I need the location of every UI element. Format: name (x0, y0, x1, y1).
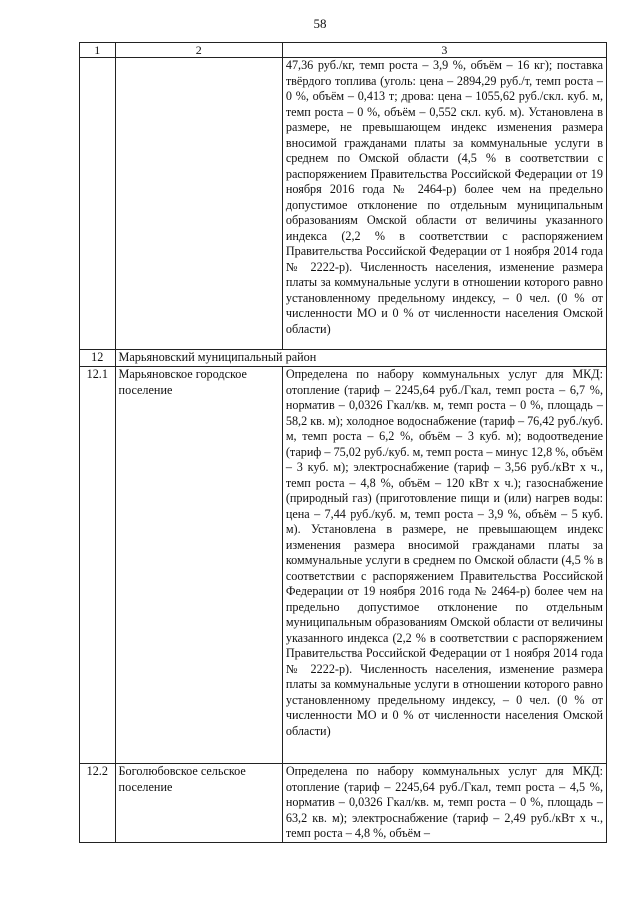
table-header-row (80, 43, 607, 58)
settlement-name: Марьяновское городское поселение (115, 367, 282, 764)
header-col-1: 1 (80, 43, 116, 58)
row-name-cell (115, 58, 282, 350)
settlement-name: Боголюбовское сельское поселение (115, 764, 282, 843)
header-col-3: 3 (282, 43, 606, 58)
row-number: 12.1 (80, 367, 116, 764)
page-number: 58 (313, 16, 327, 31)
settlement-description: Определена по набору коммунальных услуг для МКД: отопление (тариф – 2245,64 руб./Гкал, темп роста – 4,5 %, норматив – 0,0326 Гкал/кв. м, темп роста – 0 %, площадь – 63,2 кв. м); электроснабжение (тариф – 2,49 руб./кВт х ч., темп роста – 4,8 %, объём – (282, 764, 606, 843)
district-name: Марьяновский муниципальный район (115, 350, 606, 367)
header-col-2: 2 (115, 43, 282, 58)
tariff-table (79, 42, 607, 843)
table-row (80, 764, 607, 843)
row-text-cell: 47,36 руб./кг, темп роста – 3,9 %, объём – 16 кг); поставка твёрдого топлива (уголь: цена – 2894,29 руб./т, темп роста – 0 %, объём – 0,413 т; дрова: цена – 1055,62 руб./скл. куб. м, темп роста – 0 %, объём – 0,552 скл. куб. м). Установлена в размере, не превышающем индекс изменения размера вносимой гражданами платы за коммунальные услуги в среднем по Омской области (4,5 % в соответствии с распоряжением Правительства Российской Федерации от 19 ноября 2016 года № 2464-р) более чем на предельно допустимое отклонение по отдельным муниципальным образованиям Омской области от величины указанного индекса (2,2 % в соответствии с распоряжением Правительства Российской Федерации от 1 ноября 2014 года № 2222-р). Численность населения, изменение размера платы за коммунальные услуги в отношении которого равно установленному предельному индексу, – 0 чел. (0 % от численности МО и 0 % от численности населения Омской области) (282, 58, 606, 350)
row-number-cell (80, 58, 116, 350)
table-row (80, 367, 607, 764)
row-number: 12.2 (80, 764, 116, 843)
table-row-continuation (80, 58, 607, 350)
table-row-district (80, 350, 607, 367)
settlement-description: Определена по набору коммунальных услуг для МКД: отопление (тариф – 2245,64 руб./Гкал, темп роста – 6,7 %, норматив – 0,0326 Гкал/кв. м, темп роста – 0 %, площадь – 58,2 кв. м); холодное водоснабжение (тариф – 76,42 руб./куб. м, темп роста – 6,2 %, объём – 3 куб. м); водоотведение (тариф – 75,02 руб./куб. м, темп роста – минус 12,8 %, объём – 3 куб. м); электроснабжение (тариф – 3,56 руб./кВт х ч., темп роста – 4,8 %, объём – 120 кВт х ч.); газоснабжение (природный газ) (приготовление пищи и (или) нагрев воды: цена – 7,44 руб./куб. м, темп роста – 3,9 %, объём – 5 куб. м). Установлена в размере, не превышающем индекс изменения размера вносимой гражданами платы за коммунальные услуги в среднем по Омской области (4,5 % в соответствии с распоряжением Правительства Российской Федерации от 19 ноября 2016 года № 2464-р) более чем на предельно допустимое отклонение по отдельным муниципальным образованиям Омской области от величины указанного индекса (2,2 % в соответствии с распоряжением Правительства Российской Федерации от 1 ноября 2014 года № 2222-р). Численность населения, изменение размера платы за коммунальные услуги в отношении которого равно установленному предельному индексу, – 0 чел. (0 % от численности МО и 0 % от численности населения Омской области) (282, 367, 606, 764)
district-number: 12 (80, 350, 116, 367)
